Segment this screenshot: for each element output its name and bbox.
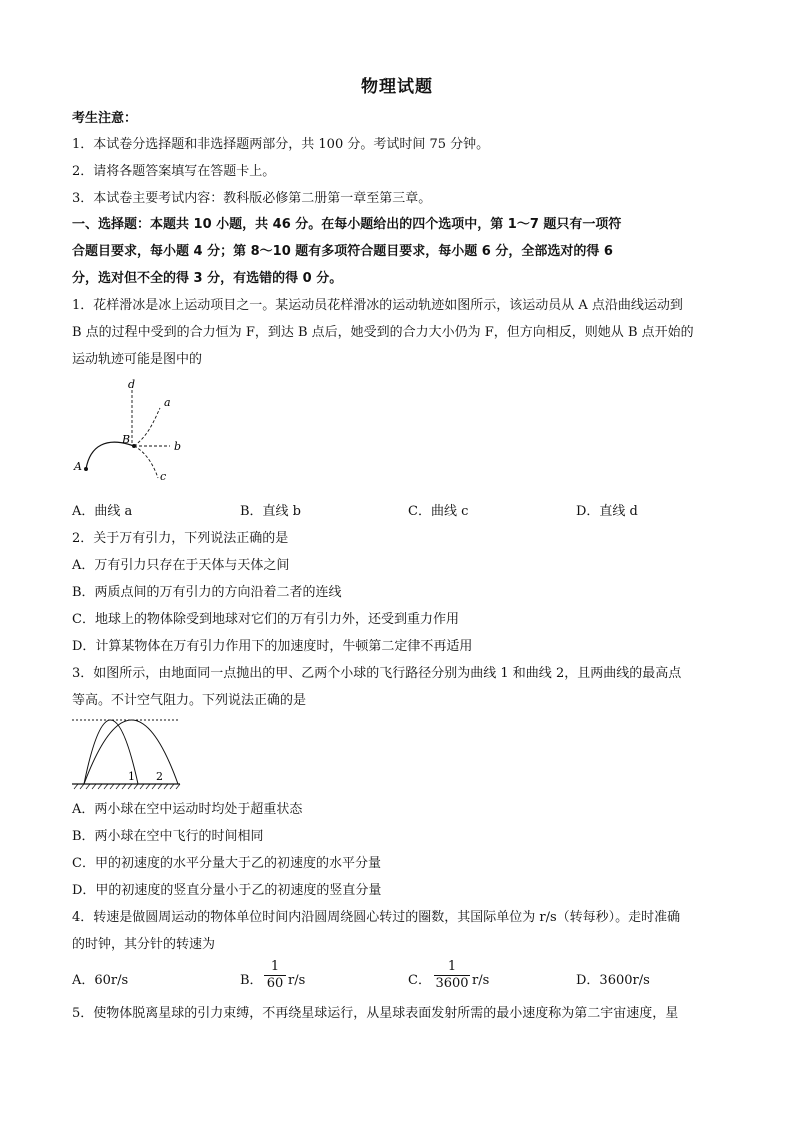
q4-line-2: 的时钟，其分针的转速为 [72,937,216,952]
q1-option-b: B．直线 b [240,504,302,519]
q3-line-1: 3．如图所示，由地面同一点抛出的甲、乙两个小球的飞行路径分别为曲线 1 和曲线 2，且两曲线的最高点 [72,666,682,681]
q1-line-3: 运动轨迹可能是图中的 [72,352,203,367]
q2-option-a: A．万有引力只存在于天体与天体之间 [72,558,290,573]
notice-item-1: 1．本试卷分选择题和非选择题两部分，共 100 分。考试时间 75 分钟。 [72,137,490,152]
notice-item-3: 3．本试卷主要考试内容：教科版必修第二册第一章至第三章。 [72,191,432,206]
q4-option-d: D．3600r/s [576,973,650,988]
label-d: d [128,378,136,391]
q2-option-b: B．两质点间的万有引力的方向沿着二者的连线 [72,585,342,600]
q3-option-b: B．两小球在空中飞行的时间相同 [72,829,264,844]
q1-option-c: C．曲线 c [408,504,469,519]
q3-line-2: 等高。不计空气阻力。下列说法正确的是 [72,693,307,708]
label-c: c [160,470,167,483]
page-title: 物理试题 [361,77,433,97]
label-curve-1: 1 [128,770,135,783]
q4-option-b-numerator: 1 [270,959,280,974]
q3-option-c: C．甲的初速度的水平分量大于乙的初速度的水平分量 [72,856,381,871]
q2-option-c: C．地球上的物体除受到地球对它们的万有引力外，还受到重力作用 [72,612,459,627]
q1-trajectory-figure [66,376,196,491]
label-curve-2: 2 [156,770,163,783]
q1-line-2: B 点的过程中受到的合力恒为 F，到达 B 点后，她受到的合力大小仍为 F，但方向相反，则她从 B 点开始的 [72,325,694,340]
q4-option-c-unit: r/s [472,973,490,988]
section1-line-2: 合题目要求，每小题 4 分；第 8～10 题有多项符合题目要求，每小题 6 分，全部选对的得 6 [72,244,613,259]
label-A: A [74,460,82,473]
q2-option-d: D．计算某物体在万有引力作用下的加速度时，牛顿第二定律不再适用 [72,639,473,654]
q4-option-c-numerator: 1 [447,959,457,974]
label-a: a [164,396,171,409]
q5-line-1: 5．使物体脱离星球的引力束缚，不再绕星球运行，从星球表面发射所需的最小速度称为第二宇宙速度，星 [72,1006,679,1021]
q1-option-a: A．曲线 a [72,504,133,519]
section1-line-3: 分，选对但不全的得 3 分，有选错的得 0 分。 [72,271,343,286]
q4-option-c-denominator: 3600 [435,976,469,991]
q2-stem: 2．关于万有引力，下列说法正确的是 [72,531,289,546]
label-b: b [174,440,182,453]
q4-option-b-denominator: 60 [266,976,284,991]
notice-item-2: 2．请将各题答案填写在答题卡上。 [72,164,276,179]
q1-option-d: D．直线 d [576,504,638,519]
q4-option-c-prefix: C． [408,973,431,988]
q4-option-c-fraction [434,960,470,991]
label-B: B [122,433,131,446]
q1-line-1: 1．花样滑冰是冰上运动项目之一。某运动员花样滑冰的运动轨迹如图所示，该运动员从 A 点沿曲线运动到 [72,298,683,313]
q4-option-b-prefix: B． [240,973,263,988]
q4-option-b-unit: r/s [288,973,306,988]
q4-option-a: A．60r/s [72,973,129,988]
q3-projectile-figure [70,714,182,794]
section1-line-1: 一、选择题：本题共 10 小题，共 46 分。在每小题给出的四个选项中，第 1～7 题只有一项符 [72,217,622,232]
q3-option-a: A．两小球在空中运动时均处于超重状态 [72,802,303,817]
q3-option-d: D．甲的初速度的竖直分量小于乙的初速度的竖直分量 [72,883,382,898]
q4-option-b-fraction [264,960,286,991]
q4-line-1: 4．转速是做圆周运动的物体单位时间内沿圆周绕圆心转过的圈数，其国际单位为 r/s（转每秒）。走时准确 [72,910,681,925]
notice-heading: 考生注意： [72,111,138,126]
